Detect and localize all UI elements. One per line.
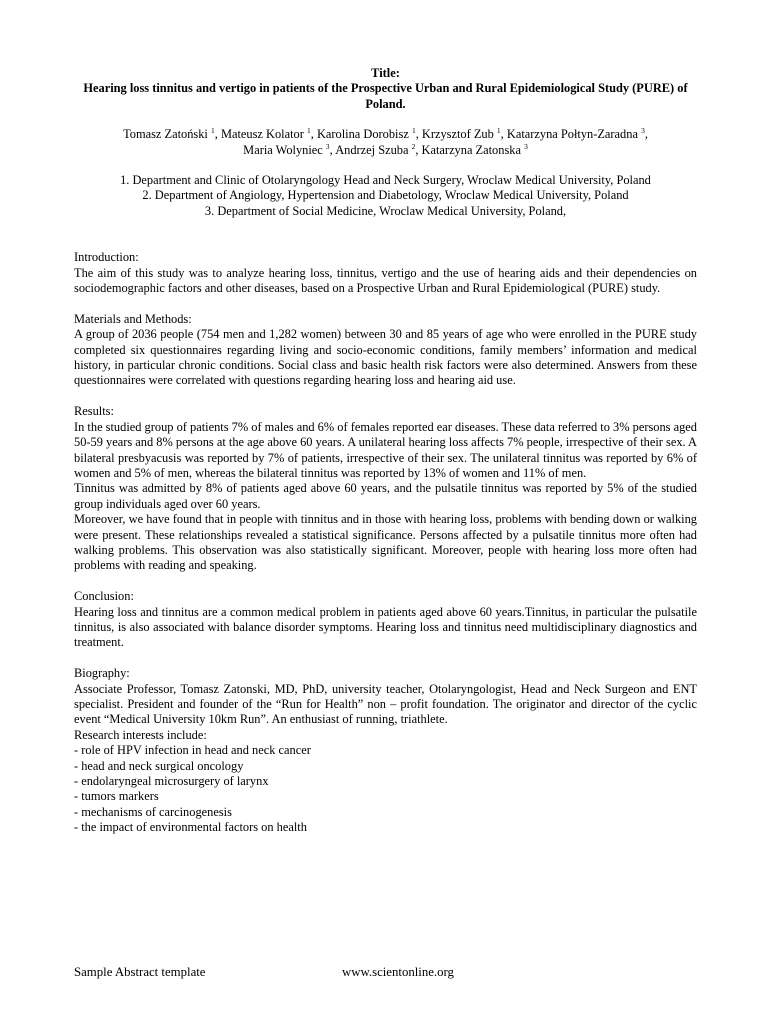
list-item: - endolaryngeal microsurgery of larynx	[74, 774, 269, 788]
title-label: Title:	[371, 66, 400, 80]
list-item: - head and neck surgical oncology	[74, 758, 244, 773]
results-section	[74, 404, 697, 573]
conclusion-section	[74, 589, 697, 651]
methods-heading: Materials and Methods:	[74, 311, 192, 326]
list-item: - the impact of environmental factors on health	[74, 820, 307, 835]
methods-section	[74, 312, 697, 389]
affiliation-item: 1. Department and Clinic of Otolaryngology Head and Neck Surgery, Wroclaw Medical University, Poland	[120, 173, 651, 188]
research-interests-heading: Research interests include:	[74, 727, 207, 742]
biography-text: Associate Professor, Tomasz Zatonski, MD, PhD, university teacher, Otolaryngologist, Head and Neck Surgeon and ENT specialist. President and founder of the “Run for Health” non – profit foundation. The originator and director of the cyclic event “Medical University 10km Run”. An enthusiast of running, triathlete.	[74, 681, 697, 727]
methods-text: A group of 2036 people (754 men and 1,282 women) between 30 and 85 years of age who were enrolled in the PURE study completed six questionnaires regarding living and socio-economic conditions, family members’ information and medical history, in particular chronic conditions. Social class and basic health risk factors were also determined. Answers from these questionnaires were correlated with questions regarding hearing loss and hearing aid use.	[74, 327, 697, 388]
list-item: - mechanisms of carcinogenesis	[74, 804, 232, 819]
footer-template-label: Sample Abstract template	[74, 965, 206, 979]
list-item: - tumors markers	[74, 789, 159, 804]
introduction-section	[74, 250, 697, 296]
introduction-text: The aim of this study was to analyze hearing loss, tinnitus, vertigo and the use of hearing aids and their dependencies on sociodemographic factors and other diseases, based on a Prospective Urban and Rural Epidemiological (PURE) study.	[74, 265, 697, 296]
affiliation-list	[74, 173, 697, 219]
list-item: - role of HPV infection in head and neck cancer	[74, 743, 311, 758]
research-interests-list	[74, 743, 697, 835]
introduction-heading: Introduction:	[74, 250, 139, 265]
results-paragraph: In the studied group of patients 7% of males and 6% of females reported ear diseases. These data referred to 3% persons aged 50-59 years and 8% persons at the age above 60 years. A unilateral hearing loss affects 7% people, irrespective of their sex. A bilateral presbyacusis was reported by 7% of patients, irrespective of their sex. The unilateral tinnitus was reported by 6% of women and 5% of men, whereas the bilateral tinnitus was reported by 13% of women and 11% of men.	[74, 419, 697, 480]
affiliation-item: 2. Department of Angiology, Hypertension and Diabetology, Wroclaw Medical University, Poland	[142, 188, 629, 203]
conclusion-heading: Conclusion:	[74, 589, 134, 604]
biography-heading: Biography:	[74, 666, 130, 681]
affiliation-item: 3. Department of Social Medicine, Wroclaw Medical University, Poland,	[204, 203, 567, 218]
results-paragraph: Moreover, we have found that in people with tinnitus and in those with hearing loss, problems with bending down or walking were present. These relationships revealed a statistical significance. Persons affected by a pulsatile tinnitus more often had walking problems. This observation was also statistically significant. Moreover, people with hearing loss more often had problems with reading and speaking.	[74, 512, 697, 573]
biography-section	[74, 666, 697, 835]
conclusion-text: Hearing loss and tinnitus are a common medical problem in patients aged above 60 years.Tinnitus, in particular the pulsatile tinnitus, is also associated with balance disorder symptoms. Hearing loss and tinnitus need multidisciplinary diagnostics and treatment.	[74, 604, 697, 650]
author: Karolina Dorobisz $^1$,	[316, 126, 422, 142]
footer-website: www.scientonline.org	[342, 965, 454, 979]
results-paragraph: Tinnitus was admitted by 8% of patients aged above 60 years, and the pulsatile tinnitus was reported by 5% of the studied group individuals aged over 60 years.	[74, 481, 697, 511]
author: Mateusz Kolator $^1$,	[220, 126, 317, 142]
author: Katarzyna Połtyn-Zaradna $^3$,	[506, 126, 648, 142]
author: Tomasz Zatoński $^1$,	[123, 126, 221, 142]
author: Andrzej Szuba $^2$,	[335, 141, 422, 157]
author-list	[74, 127, 697, 158]
results-heading: Results:	[74, 404, 114, 419]
author: Katarzyna Zatonska $^3$	[421, 141, 528, 157]
abstract-title: Hearing loss tinnitus and vertigo in patients of the Prospective Urban and Rural Epidemiological Study (PURE) of Poland.	[83, 81, 688, 111]
author: Krzysztof Zub $^1$,	[421, 126, 507, 142]
author: Maria Wolyniec $^3$,	[243, 141, 336, 157]
abstract-page	[74, 66, 697, 836]
